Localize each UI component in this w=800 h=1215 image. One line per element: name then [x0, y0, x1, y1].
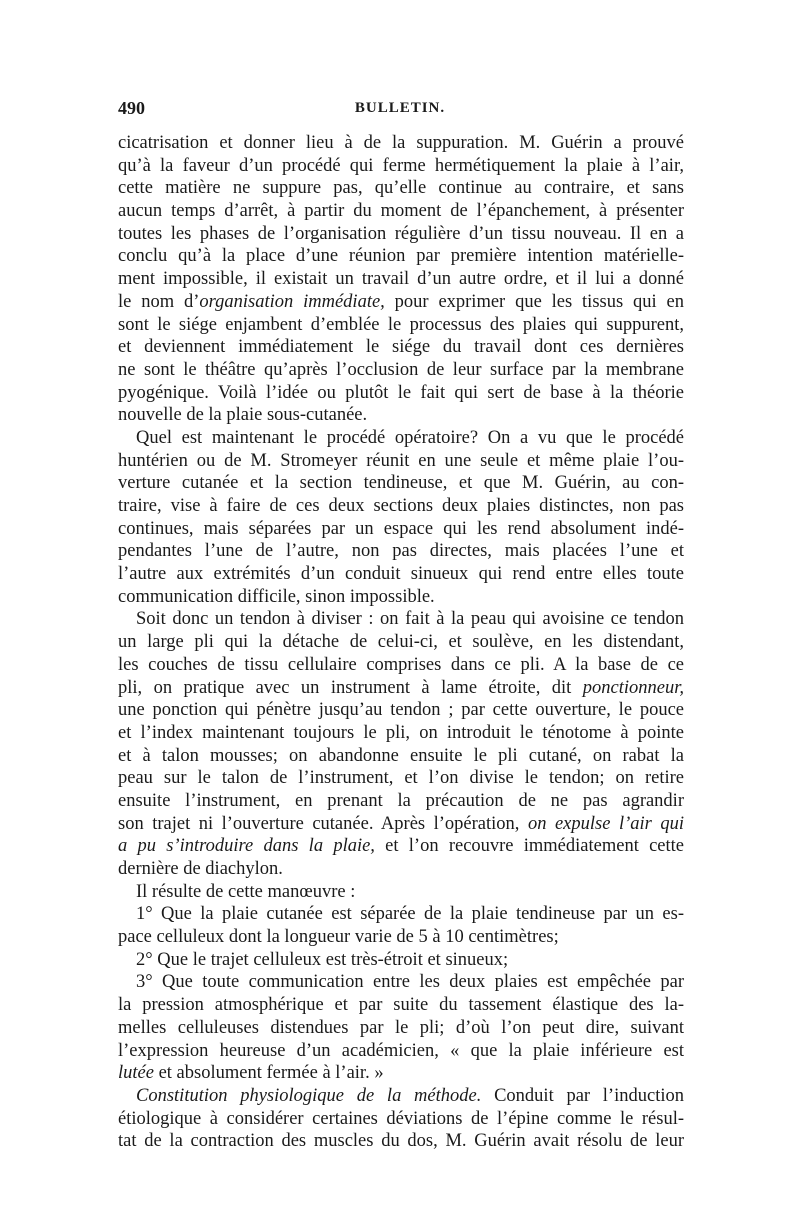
- text-line: lutée et absolument fermée à l’air. »: [118, 1063, 384, 1084]
- text-line: Il résulte de cette manœuvre :: [136, 881, 356, 902]
- text-line: pendantes l’une de l’autre, non pas directes, mais placées l’une et: [118, 541, 684, 562]
- text-line: un large pli qui la détache de celui-ci, et soulève, en les distendant,: [118, 632, 684, 653]
- italic-phrase: ponctionneur,: [582, 677, 684, 698]
- running-title: BULLETIN.: [354, 100, 446, 116]
- body-text: [118, 132, 684, 1153]
- text-line: verture cutanée et la section tendineuse, et que M. Guérin, au con-: [118, 473, 684, 494]
- text-line: aucun temps d’arrêt, à partir du moment de l’épanchement, à présenter: [118, 201, 684, 222]
- text-line: Soit donc un tendon à diviser : on fait à la peau qui avoisine ce tendon: [136, 609, 684, 630]
- text-line: et deviennent immédiatement le siége du travail dont ces dernières: [118, 337, 684, 358]
- text-line: ne sont le théâtre qu’après l’occlusion de leur surface par la membrane: [118, 359, 684, 380]
- text-line: conclu qu’à la place d’une réunion par première intention matérielle-: [118, 246, 684, 267]
- italic-phrase: a pu s’introduire dans la plaie,: [118, 836, 375, 857]
- text-line: huntérien ou de M. Stromeyer réunit en une seule et même plaie l’ou-: [118, 450, 684, 471]
- text-line: 3° Que toute communication entre les deux plaies est empêchée par: [136, 972, 684, 993]
- text-line: communication difficile, sinon impossible.: [118, 586, 435, 607]
- text-line: 2° Que le trajet celluleux est très-étroit et sinueux;: [136, 949, 509, 970]
- text-line: cicatrisation et donner lieu à de la suppuration. M. Guérin a prouvé: [118, 133, 684, 153]
- text-line: continues, mais séparées par un espace qui les rend absolument indé-: [118, 518, 684, 539]
- text-line: traire, vise à faire de ces deux sections deux plaies distinctes, non pas: [118, 496, 684, 516]
- text-line: Constitution physiologique de la méthode. Conduit par l’induction: [136, 1085, 684, 1106]
- text-line: cette matière ne suppure pas, qu’elle continue au contraire, et sans: [118, 178, 684, 199]
- text-line: 1° Que la plaie cutanée est séparée de la plaie tendineuse par un es-: [136, 904, 684, 925]
- text-line: pli, on pratique avec un instrument à lame étroite, dit ponctionneur,: [118, 677, 684, 698]
- text-line: dernière de diachylon.: [118, 859, 283, 879]
- page-number: 490: [118, 98, 145, 118]
- text-line: la pression atmosphérique et par suite du tassement élastique des la-: [118, 995, 684, 1016]
- text-line: ensuite l’instrument, en prenant la précaution de ne pas agrandir: [118, 790, 684, 811]
- text-line: a pu s’introduire dans la plaie, et l’on recouvre immédiatement cette: [118, 836, 684, 857]
- text-line: son trajet ni l’ouverture cutanée. Après l’opération, on expulse l’air qui: [118, 813, 684, 834]
- text-line: étiologique à considérer certaines déviations de l’épine comme le résul-: [118, 1108, 684, 1129]
- text-line: melles celluleuses distendues par le pli; d’où l’on peut dire, suivant: [118, 1017, 684, 1038]
- running-header: [118, 98, 682, 122]
- text-line: nouvelle de la plaie sous-cutanée.: [118, 405, 368, 426]
- text-line: l’autre aux extrémités d’un conduit sinueux qui rend entre elles toute: [118, 564, 684, 585]
- text-line: les couches de tissu cellulaire comprises dans ce pli. A la base de ce: [118, 654, 684, 675]
- text-line: tat de la contraction des muscles du dos, M. Guérin avait résolu de leur: [118, 1131, 684, 1152]
- italic-phrase: lutée: [118, 1063, 154, 1084]
- text-line: peau sur le talon de l’instrument, et l’on divise le tendon; on retire: [118, 768, 684, 789]
- text-line: et à talon mousses; on abandonne ensuite le pli cutané, on rabat la: [118, 745, 684, 766]
- text-line: sont le siége enjambent d’emblée le processus des plaies qui suppurent,: [118, 314, 684, 335]
- text-line: qu’à la faveur d’un procédé qui ferme hermétiquement la plaie à l’air,: [118, 155, 684, 176]
- text-line: pace celluleux dont la longueur varie de 5 à 10 centimètres;: [118, 927, 559, 948]
- text-line: et l’index maintenant toujours le pli, on introduit le ténotome à pointe: [118, 722, 684, 743]
- text-line: le nom d’organisation immédiate, pour exprimer que les tissus qui en: [118, 291, 684, 312]
- text-line: Quel est maintenant le procédé opératoire? On a vu que le procédé: [136, 427, 684, 448]
- text-line: l’expression heureuse d’un académicien, « que la plaie inférieure est: [118, 1040, 684, 1061]
- text-line: toutes les phases de l’organisation régulière d’un tissu nouveau. Il en a: [118, 223, 684, 244]
- italic-phrase: Constitution physiologique de la méthode.: [136, 1085, 482, 1106]
- text-line: une ponction qui pénètre jusqu’au tendon ; par cette ouverture, le pouce: [118, 700, 684, 721]
- text-line: pyogénique. Voilà l’idée ou plutôt le fait qui sert de base à la théorie: [118, 382, 684, 403]
- italic-phrase: organisation immédiate,: [199, 291, 385, 312]
- text-line: ment impossible, il existait un travail d’un autre ordre, et il lui a donné: [118, 269, 684, 290]
- italic-phrase: on expulse l’air qui: [527, 813, 684, 834]
